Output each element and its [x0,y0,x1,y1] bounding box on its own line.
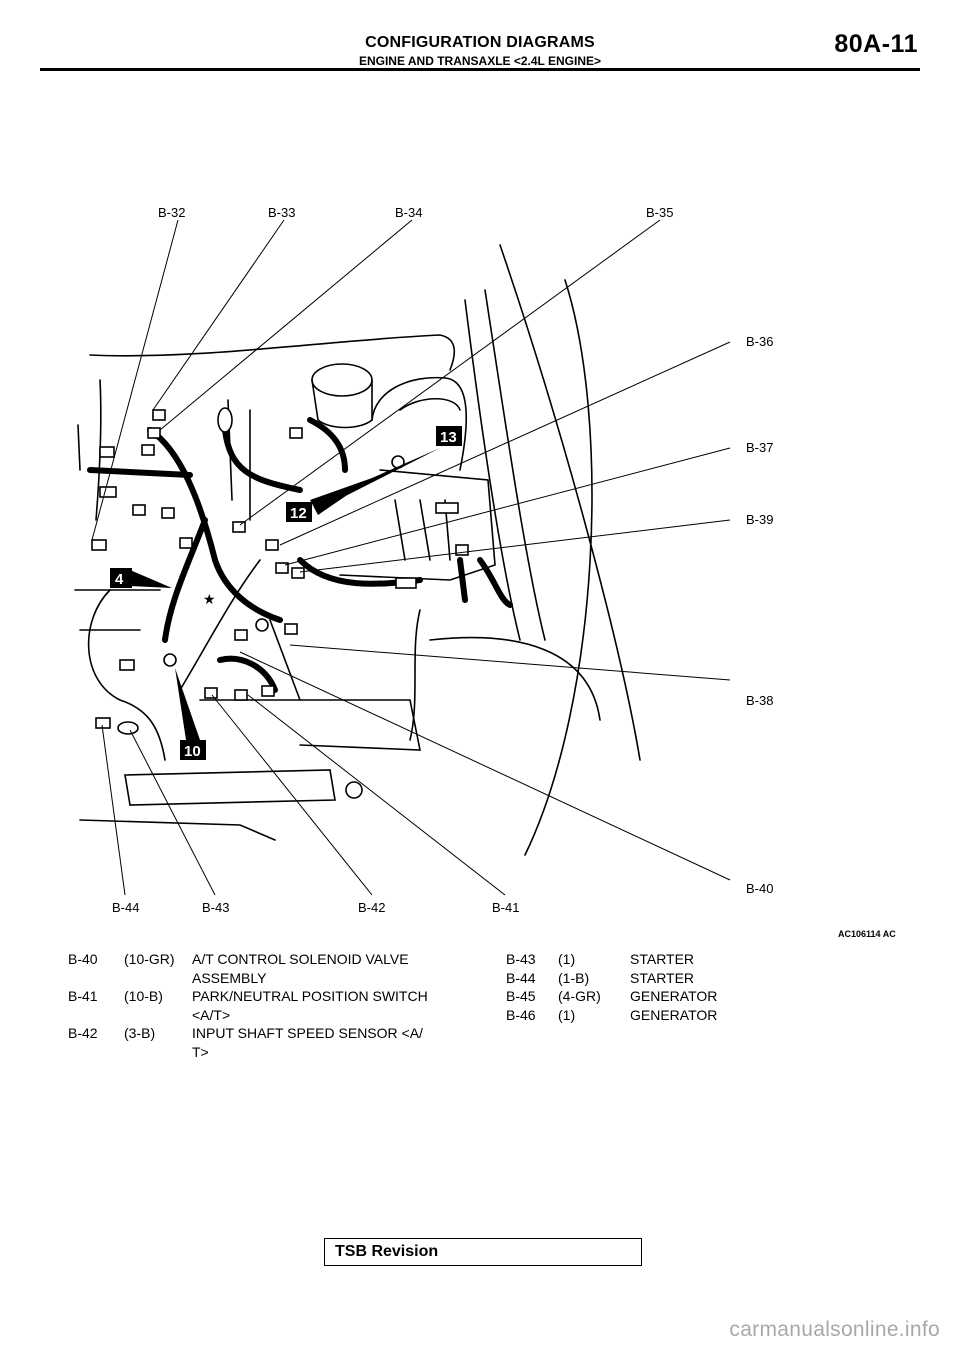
connector-code: (3-B) [124,1025,156,1041]
connector-id: B-44 [506,969,536,986]
connector-code: (1-B) [558,969,590,986]
legend-row [506,950,846,969]
connector-code: (1) [558,951,576,967]
site-watermark[interactable]: carmanualsonline.info [729,1318,940,1341]
callout-b42: B-42 [358,900,386,915]
connector-name [192,950,482,987]
figure-id: AC106114 AC [838,929,896,939]
legend-row [68,950,488,987]
connector-name: STARTER [630,951,695,967]
callout-b37: B-37 [746,440,774,455]
legend-right [506,950,846,1024]
callout-b35: B-35 [646,205,674,220]
callout-b41: B-41 [492,900,520,915]
diagram-outline [75,245,640,855]
callout-b32: B-32 [158,205,186,220]
callout-b33: B-33 [268,205,296,220]
name-line-2: T> [192,1043,209,1060]
name-line-1: PARK/NEUTRAL POSITION SWITCH [192,988,428,1004]
connector-code: (1) [558,1006,576,1023]
page-number: 80A-11 [834,30,918,58]
callout-labels [112,205,896,939]
connector-id: B-40 [68,951,98,967]
connector-name: GENERATOR [630,988,718,1004]
connector-id: B-43 [506,951,536,967]
name-line-2: <A/T> [192,1006,231,1023]
name-line-1: A/T CONTROL SOLENOID VALVE [192,951,409,967]
connector-id: B-45 [506,988,536,1004]
marker-12: 12 [290,505,307,522]
callout-b39: B-39 [746,512,774,527]
page-title: CONFIGURATION DIAGRAMS [365,34,595,51]
legend-left [68,950,488,1061]
connector-id: B-41 [68,988,98,1004]
marker-13: 13 [440,429,457,446]
callout-b36: B-36 [746,334,774,349]
connector-name: GENERATOR [630,1006,718,1023]
connector-code: (10-GR) [124,951,175,967]
marker-10: 10 [184,743,201,760]
connector-name [192,1024,482,1061]
connectors [92,408,468,734]
callout-b43: B-43 [202,900,230,915]
tsb-revision-box [324,1238,642,1266]
callout-b40: B-40 [746,881,774,896]
legend-row [68,987,488,1024]
connector-name: STARTER [630,969,695,986]
connector-id: B-42 [68,1025,98,1041]
legend-row [506,969,846,988]
name-line-2: ASSEMBLY [192,969,267,986]
connector-name [192,987,482,1024]
callout-b44: B-44 [112,900,140,915]
tsb-revision-label: TSB Revision [335,1243,439,1260]
star-marker: ★ [203,591,216,607]
callout-b38: B-38 [746,693,774,708]
page-subtitle: ENGINE AND TRANSAXLE <2.4L ENGINE> [358,54,602,68]
legend-row [68,1024,488,1061]
connector-code: (10-B) [124,988,163,1004]
legend-row [506,1006,846,1025]
marker-4: 4 [115,571,124,588]
connector-id: B-46 [506,1006,536,1023]
connector-code: (4-GR) [558,988,601,1004]
legend-row [506,987,846,1006]
callout-b34: B-34 [395,205,423,220]
wiring-harness [90,420,510,690]
name-line-1: INPUT SHAFT SPEED SENSOR <A/ [192,1025,423,1041]
